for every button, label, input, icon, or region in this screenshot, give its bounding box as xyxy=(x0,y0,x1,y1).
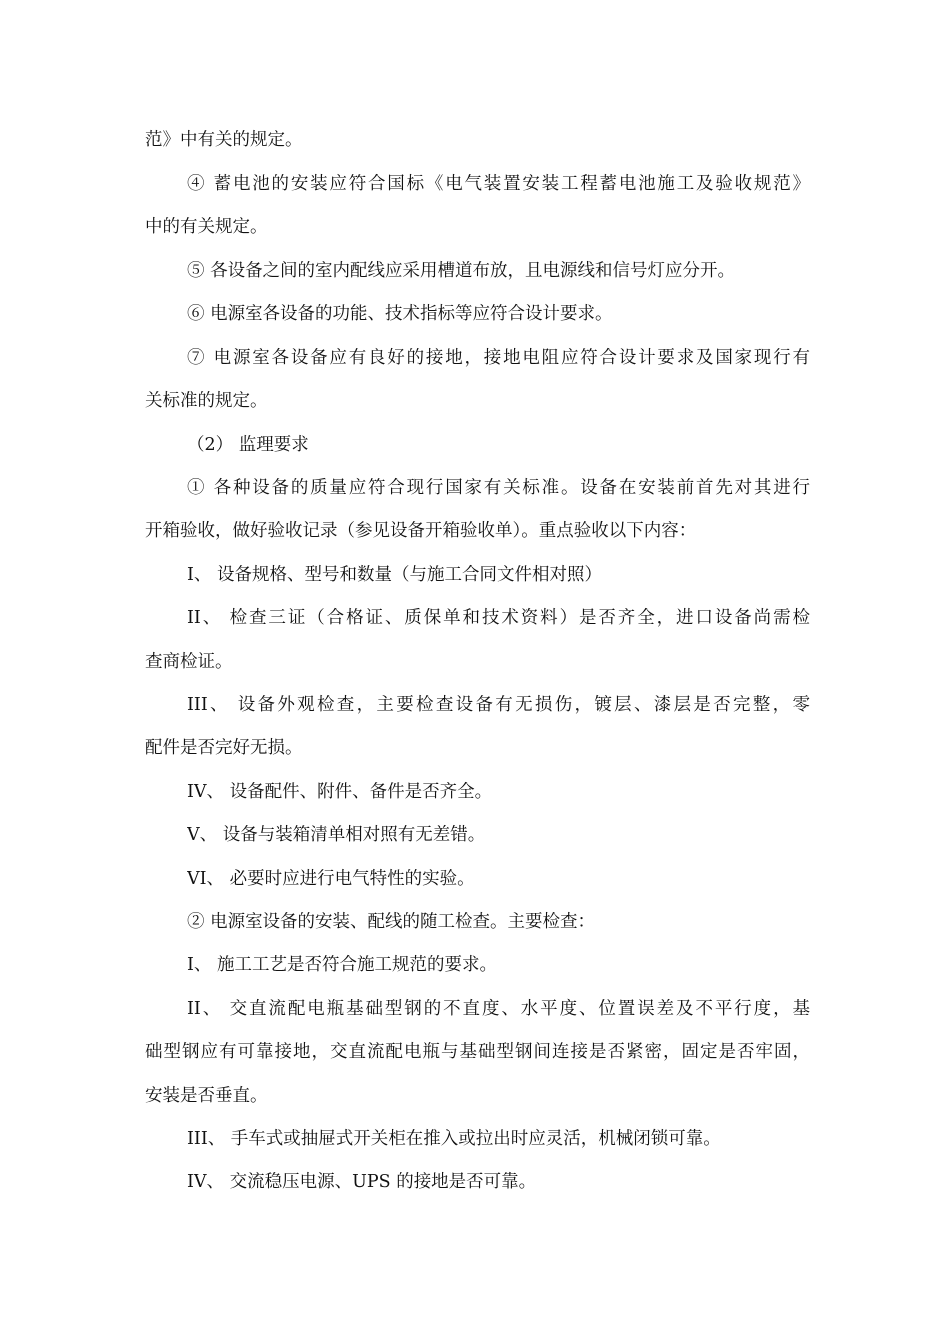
list-item: VI、 必要时应进行电气特性的实验。 xyxy=(187,869,475,889)
section-heading: （2） 监理要求 xyxy=(187,435,309,455)
text-line: 关标准的规定。 xyxy=(145,391,268,411)
list-item: V、 设备与装箱清单相对照有无差错。 xyxy=(187,825,486,845)
text-line: ① 各种设备的质量应符合现行国家有关标准。设备在安装前首先对其进行 xyxy=(187,478,810,498)
text-line: 配件是否完好无损。 xyxy=(145,738,303,758)
list-item: I、 施工工艺是否符合施工规范的要求。 xyxy=(187,955,497,975)
list-item: I、 设备规格、型号和数量（与施工合同文件相对照） xyxy=(187,565,602,585)
text-line: 中的有关规定。 xyxy=(145,217,268,237)
text-line: ② 电源室设备的安装、配线的随工检查。主要检查： xyxy=(187,912,596,932)
text-line: ④ 蓄电池的安装应符合国标《电气装置安装工程蓄电池施工及验收规范》 xyxy=(187,174,810,194)
text-line: 查商检证。 xyxy=(145,652,233,672)
text-line: ⑦ 电源室各设备应有良好的接地，接地电阻应符合设计要求及国家现行有 xyxy=(187,348,810,368)
list-item: III、 设备外观检查，主要检查设备有无损伤，镀层、漆层是否完整，零 xyxy=(187,695,810,715)
list-item: II、 交直流配电瓶基础型钢的不直度、水平度、位置误差及不平行度，基 xyxy=(187,999,810,1019)
list-item: II、 检查三证（合格证、质保单和技术资料）是否齐全，进口设备尚需检 xyxy=(187,608,810,628)
text-line: 开箱验收，做好验收记录（参见设备开箱验收单）。重点验收以下内容： xyxy=(145,521,697,541)
text-line: 安装是否垂直。 xyxy=(145,1086,268,1106)
text-line: 范》中有关的规定。 xyxy=(145,130,303,150)
list-item: IV、 交流稳压电源、UPS 的接地是否可靠。 xyxy=(187,1172,537,1192)
list-item: III、 手车式或抽屉式开关柜在推入或拉出时应灵活，机械闭锁可靠。 xyxy=(187,1129,721,1149)
text-line: 础型钢应有可靠接地，交直流配电瓶与基础型钢间连接是否紧密，固定是否牢固， xyxy=(145,1042,810,1062)
list-item: IV、 设备配件、附件、备件是否齐全。 xyxy=(187,782,493,802)
text-line: ⑤ 各设备之间的室内配线应采用槽道布放，且电源线和信号灯应分开。 xyxy=(187,261,736,281)
text-line: ⑥ 电源室各设备的功能、技术指标等应符合设计要求。 xyxy=(187,304,613,324)
